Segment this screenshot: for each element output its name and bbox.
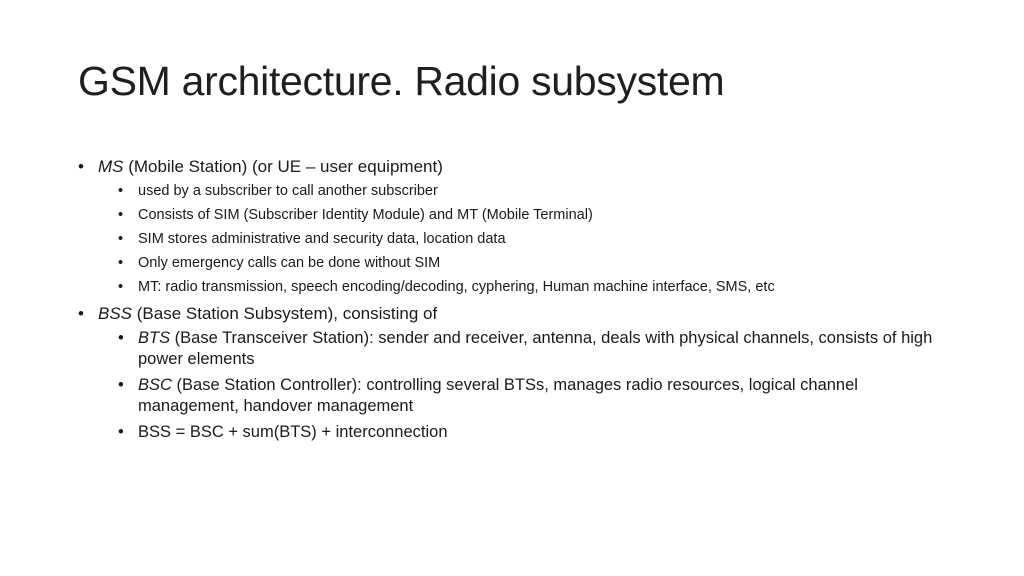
sub-bullet-text: (Base Transceiver Station): sender and receiver, antenna, deals with physical channels, consists of high power elements <box>138 329 933 368</box>
bullet-bss <box>78 303 958 443</box>
bullet-marker: • <box>118 255 124 271</box>
sub-bullet <box>118 422 958 443</box>
bullet-marker: • <box>118 207 124 223</box>
bullet-text: (Mobile Station) (or UE – user equipment) <box>123 157 443 176</box>
sub-bullet-text: (Base Station Controller): controlling several BTSs, manages radio resources, logical channel management, handover management <box>138 376 858 415</box>
bullet-marker: • <box>118 183 124 199</box>
sub-bullet <box>118 375 958 417</box>
sub-bullet-text: MT: radio transmission, speech encoding/decoding, cyphering, Human machine interface, SMS, etc <box>138 279 775 295</box>
sub-list-ms <box>98 181 958 297</box>
sub-list-bss <box>98 328 958 443</box>
sub-bullet-text: Consists of SIM (Subscriber Identity Module) and MT (Mobile Terminal) <box>138 207 593 223</box>
sub-bullet <box>118 277 958 297</box>
bullet-term: BSS <box>98 304 133 323</box>
bullet-marker: • <box>118 329 124 347</box>
sub-bullet-text: SIM stores administrative and security data, location data <box>138 231 506 247</box>
sub-bullet-text: Only emergency calls can be done without SIM <box>138 255 441 271</box>
sub-bullet <box>118 205 958 225</box>
sub-bullet-text: used by a subscriber to call another subscriber <box>138 183 438 199</box>
bullet-ms <box>78 156 958 297</box>
bullet-marker: • <box>118 231 124 247</box>
sub-bullet-text: BSS = BSC + sum(BTS) + interconnection <box>138 423 448 441</box>
bullet-marker: • <box>78 304 84 323</box>
slide-title: GSM architecture. Radio subsystem <box>78 58 725 104</box>
sub-bullet <box>118 253 958 273</box>
sub-bullet <box>118 181 958 201</box>
bullet-marker: • <box>118 376 124 394</box>
sub-bullet-term: BSC <box>138 376 172 394</box>
bullet-term: MS <box>98 157 124 176</box>
sub-bullet <box>118 328 958 370</box>
sub-bullet-term: BTS <box>138 329 171 347</box>
sub-bullet <box>118 229 958 249</box>
bullet-marker: • <box>118 279 124 295</box>
slide-body <box>78 156 958 448</box>
bullet-marker: • <box>118 423 124 441</box>
bullet-marker: • <box>78 157 84 176</box>
bullet-text: (Base Station Subsystem), consisting of <box>132 304 438 323</box>
